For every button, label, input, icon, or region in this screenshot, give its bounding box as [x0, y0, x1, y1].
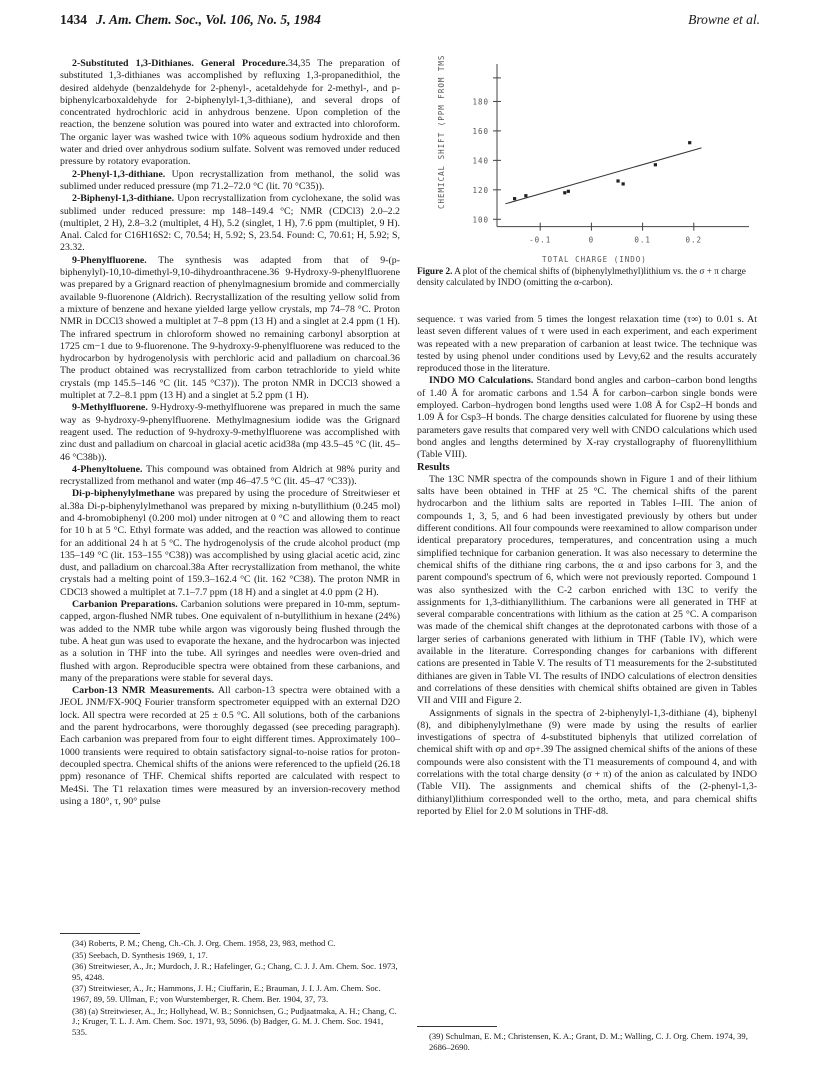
y-axis-label: CHEMICAL SHIFT (PPM FROM TMS)	[437, 56, 446, 209]
paragraph-lead: INDO MO Calculations.	[429, 375, 534, 387]
data-point	[524, 194, 527, 197]
paragraph: Assignments of signals in the spectra of 2-biphenylyl-1,3-dithiane (4), biphenyl (8), and dibiphenylylmethane (9) were made by using the results of earlier investigations of spectra of 4-substituted biphenyls that utilized correlation of chemical shift with σp and σp+.39 The assigned chemical shifts of the anions of these compounds were also consistent with the T1 measurements of compound 4, and with correlations with the total charge density (σ + π) of the anion as calculated by INDO (Table VII). The assignments and chemical shifts of the (2-phenyl-1,3-dithianyl)lithium corresponded well to the ortho, meta, and para chemical shifts reported by Eliel for 2.0 M solutions in THF-d8.	[417, 707, 757, 817]
left-column	[60, 58, 400, 808]
paragraph-lead: 2-Biphenyl-1,3-dithiane.	[72, 193, 175, 205]
data-point	[567, 190, 570, 193]
paragraph-text: Standard bond angles and carbon–carbon bond lengths of 1.40 Å for aromatic carbons and 1.54 Å for carbon–carbon single bonds were employed. Carbon–hydrogen bond lengths used were 1.08 Å for Csp2–H bonds and 1.09 Å for Csp3–H bonds. The charge densities calculated for fluorene by using these parameters gave results that compared very well with CNDO calculations which used bond angles and lengths determined by X-ray crystallography of fluorenyllithium (Table VIII).	[417, 375, 757, 461]
paragraph	[60, 464, 400, 489]
paragraph-text: Upon recrystallization from cyclohexane, the solid was sublimed under reduced pressure: mp 148–149.4 °C; NMR (CDCl3) 2.0–2.2 (multiplet, 2 H), 2.8–3.2 (multiplet, 4 H), 5.2 (singlet, 1 H), 7.6 ppm (multiplet, 9 H). Anal. Calcd for C16H16S2: C, 70.54; H, 5.92; S, 23.54. Found: C, 70.61; H, 5.92; S, 23.32.	[60, 193, 400, 254]
x-tick-label: 0	[588, 235, 595, 245]
caption-text: A plot of the chemical shifts of (biphenylylmethyl)lithium vs. the σ + π charge density calculated by INDO (omitting the α-carbon).	[417, 267, 746, 289]
paragraph-text: Upon recrystallization from methanol, the solid was sublimed under reduced pressure (mp 71.2–72.0 °C (lit. 70 °C35)).	[60, 168, 400, 192]
page-number: 1434	[60, 12, 87, 27]
x-tick-label: 0.2	[685, 235, 703, 245]
references-block	[60, 933, 400, 1038]
paragraph-text: 9-Hydroxy-9-methylfluorene was prepared in much the same way as 9-hydroxy-9-phenylfluorene. Methylmagnesium iodide was the Grignard reagent used. The reduction of 9-hydroxy-9-methylfluorene was accomplished with zinc dust and palladium on charcoal in glacial acetic acid38a (mp 43.5–45 °C (lit. 45–46 °C38b)).	[60, 402, 400, 463]
reference-entry: (38) (a) Streitwieser, A., Jr.; Hollyhead, W. B.; Sonnichsen, G.; Pudjaatmaka, A. H.; Chang, C. J.; Kruger, T. L. J. Am. Chem. Soc. 1971, 93, 5096. (b) Badger, G. M. J. Chem. Soc. 1941, 535.	[72, 1005, 397, 1037]
paragraph	[60, 255, 400, 403]
y-tick-label: 140	[472, 156, 489, 166]
footnote-rule-right	[417, 1026, 497, 1027]
data-point	[622, 182, 625, 185]
data-point	[563, 191, 566, 194]
paragraph: The 13C NMR spectra of the compounds shown in Figure 1 and of their lithium salts have been obtained in THF at 25 °C. The chemical shifts of the parent hydrocarbon and the lithium salts are reported in Tables I–III. The anion of compounds 1, 3, 5, and 6 had been investigated previously by others but under different conditions. All four compounds were reexamined to allow comparison under identical preparatory procedures, temperatures, and concentration using a much simplified technique for carbanion generation. It was also necessary to determine the chemical shifts of the dithiane ring carbons, the α and ipso carbons for 3, and the parent compound's spectrum of 6, which were not previously reported. Compound 1 was also synthesized with the C-2 carbon enriched with 13C to verify the assignments for 1,3-dithianyllithium. The carbanions were all generated in THF at several comparable concentrations with lithium as the cation at 25 °C. A comparison was made of the chemical shift changes at the deprotonated carbons with those of a larger series of carbanions generated with lithium in THF (Table IV), which were available in the literature. Corresponding changes for carbanions with different cations are presented in Table V. The results of T1 measurements for the 2-substituted dithianes are given in Table VI. The results of INDO calculations of electron densities and correlations of these densities with chemical shifts obtained are given in Tables VII and VIII and Figure 2.	[417, 473, 757, 707]
paragraph-lead: 4-Phenyltoluene.	[72, 463, 143, 475]
references-list	[60, 938, 400, 1037]
paragraph	[417, 314, 757, 375]
caption-label: Figure 2.	[417, 267, 453, 277]
x-tick-label: 0.1	[634, 235, 651, 245]
paragraph-text: Carbanion solutions were prepared in 10-mm, septum-capped, argon-flushed NMR tubes. One equivalent of n-butyllithium in hexane (24%) was added to the NMR tube while argon was vigorously being flushed through the tube. A heat gun was used to evaporate the hexane, and the hydrocarbon was injected as a solution in THF into the tube. All syringes and needles were oven-dried and flushed with argon. Reproducible spectra were obtained from these carbanions, and many of the preparations were stable for several days.	[60, 599, 400, 684]
paragraph-text: 34,35 The preparation of substituted 1,3-dithianes was accomplished by refluxing 1,3-propanedithiol, the desired aldehyde (benzaldehyde for 2-phenyl-, acetaldehyde for 2-methyl-, and p-biphenylcarboxaldehyde for 2-biphenylyl-1,3-dithiane), and several drops of concentrated hydrochloric acid in anhydrous benzene. Upon completion of the reaction, the benzene solution was poured into water and extracted into chloroform. The organic layer was washed twice with 10% aqueous sodium hydroxide and then water and dried over anhydrous sodium sulfate. Solvent was removed under reduced pressure by rotatory evaporation.	[60, 58, 400, 168]
reference-entry: (36) Streitwieser, A., Jr.; Murdoch, J. R.; Hafelinger, G.; Chang, C. J. J. Am. Chem. Soc. 1973, 95, 4248.	[72, 961, 398, 982]
y-tick-label: 100	[472, 215, 489, 225]
paragraph-lead: 2-Phenyl-1,3-dithiane.	[72, 168, 166, 180]
right-footnote-block	[417, 1026, 757, 1052]
page-header	[60, 12, 760, 32]
results-heading: Results	[417, 461, 450, 473]
paragraph	[60, 685, 400, 808]
data-point	[654, 163, 657, 166]
y-tick-label: 120	[472, 185, 489, 195]
y-tick-label: 180	[472, 97, 489, 107]
paragraph-lead: Di-p-biphenylylmethane	[72, 488, 175, 500]
figure-2	[417, 56, 762, 266]
reference-entry: (34) Roberts, P. M.; Cheng, Ch.-Ch. J. Org. Chem. 1958, 23, 983, method C.	[72, 938, 336, 948]
paragraph-text: This compound was obtained from Aldrich at 98% purity and recrystallized from methanol and water (mp 46–47.5 °C (lit. 45–47 °C33)).	[60, 463, 400, 488]
x-tick-label: -0.1	[529, 235, 552, 245]
reference-entry: (35) Seebach, D. Synthesis 1969, 1, 17.	[72, 949, 208, 960]
reference-entry: (37) Streitwieser, A., Jr.; Hammons, J. H.; Ciuffarin, E.; Brauman, J. I. J. Am. Chem. Soc. 1967, 89, 59. Ullman, F.; von Wurstemberger, R. Chem. Ber. 1904, 37, 73.	[72, 983, 381, 1004]
scatter-chart	[417, 56, 762, 266]
data-point	[616, 179, 619, 182]
paragraph	[60, 169, 400, 194]
running-authors: Browne et al.	[688, 12, 760, 27]
data-points	[513, 141, 691, 200]
paragraph	[60, 488, 400, 599]
paragraph-lead: 2-Substituted 1,3-Dithianes. General Procedure.	[72, 58, 289, 69]
paragraph	[417, 375, 757, 461]
paragraph-lead: 9-Phenylfluorene.	[72, 254, 147, 266]
paragraph	[60, 193, 400, 254]
paragraph-text: The synthesis was adapted from that of 9-(p-biphenylyl)-10,10-dimethyl-9,10-dihydroanthracene.36 9-Hydroxy-9-phenylfluorene was prepared by a Grignard reaction of phenylmagnesium bromide and commercially available 9-fluorenone (Aldrich). Recrystallization of the resulting yellow solid from a mixture of benzene and hexane yielded large yellow crystals, mp 74–78 °C. Proton NMR in DCCl3 showed a multiplet at 7–8 ppm (13 H) and a singlet at 2.4 ppm (1 H). The infrared spectrum in chloroform showed no remaining carbonyl absorption at 1725 cm−1 due to 9-fluorenone. The 9-hydroxy-9-phenylfluorene was reduced to the hydrocarbon by hydrogenolysis with perchloric acid and palladium on charcoal.36 The product obtained was recrystallized from carbon tetrachloride to yield white crystals (mp 145.5–146 °C (lit. 145 °C37)). The proton NMR in DCCl3 showed a multiplet at 7.2–8.1 ppm (13 H) and a singlet at 5.2 ppm (1 H).	[60, 254, 400, 402]
paragraph-lead: Carbon-13 NMR Measurements.	[72, 685, 215, 697]
paragraph-text: sequence. τ was varied from 5 times the longest relaxation time (τ∞) to 0.01 s. At least seven different values of τ were used in each experiment, and each experiment was repeated with a new preparation of carbanion at least twice. The technique was tested by using phenol under conditions used by Levy,62 and the results accurately reproduced those in the literature.	[417, 314, 757, 375]
paragraph	[60, 402, 400, 463]
journal-citation: J. Am. Chem. Soc., Vol. 106, No. 5, 1984	[96, 12, 321, 27]
paragraph	[60, 58, 400, 169]
fit-line-group	[505, 148, 701, 204]
paragraph-lead: Carbanion Preparations.	[72, 599, 178, 611]
paragraph-text: was prepared by using the procedure of Streitwieser et al.38a Di-p-biphenylylmethanol was prepared by mixing n-butyllithium (0.245 mol) and 4-bromobiphenyl (0.200 mol) under nitrogen at 0 °C and allowing them to react for 10 h at 5 °C. Ethyl formate was added, and the reaction was allowed to continue for an additional 24 h at 5 °C. The hydrogenolysis of the crude alcohol product (mp 135–149 °C (lit. 153–155 °C38)) was accomplished by using glacial acetic acid, zinc dust, and palladium on charcoal.38a After recrystallization from methanol, the white crystals had a melting point of 159.3–162.4 °C (lit. 162 °C38). The proton NMR in CDCl3 showed a multiplet at 7.1–7.7 ppm (18 H) and a singlet at 4.0 ppm (2 H).	[60, 488, 400, 598]
footnote-39: (39) Schulman, E. M.; Christensen, K. A.; Grant, D. M.; Walling, C. J. Org. Chem. 1974, 39, 2686–2690.	[429, 1031, 748, 1052]
paragraph-text: All carbon-13 spectra were obtained with a JEOL JNM/FX-90Q Fourier transform spectrometer equipped with an external D2O lock. All spectra were recorded at 25 ± 0.5 °C. All solutions, both of the carbanions and the parent hydrocarbons, were thoroughly degassed (see preceding paragraph). Each carbanion was prepared from four to eight different times. Approximately 100–1000 transients were required to obtain satisfactory signal-to-noise ratios for proton-decoupled spectra. Chemical shifts of the anions were referenced to the upfield (26.18 ppm) resonance of THF. Chemical shifts reported are calculated with respect to Me4Si. The T1 relaxation times were measured by an inversion-recovery method using a 180°, τ, 90° pulse	[60, 685, 401, 807]
paragraph-lead: 9-Methylfluorene.	[72, 402, 148, 414]
data-point	[688, 141, 691, 144]
y-tick-label: 160	[472, 126, 489, 136]
data-point	[513, 197, 516, 200]
chart-axes	[472, 64, 749, 245]
x-axis-label: TOTAL CHARGE (INDO)	[542, 255, 647, 264]
right-column	[417, 314, 757, 818]
fit-line	[505, 148, 701, 204]
footnote-rule	[60, 933, 140, 934]
paragraph	[60, 599, 400, 685]
figure-caption	[417, 267, 757, 290]
